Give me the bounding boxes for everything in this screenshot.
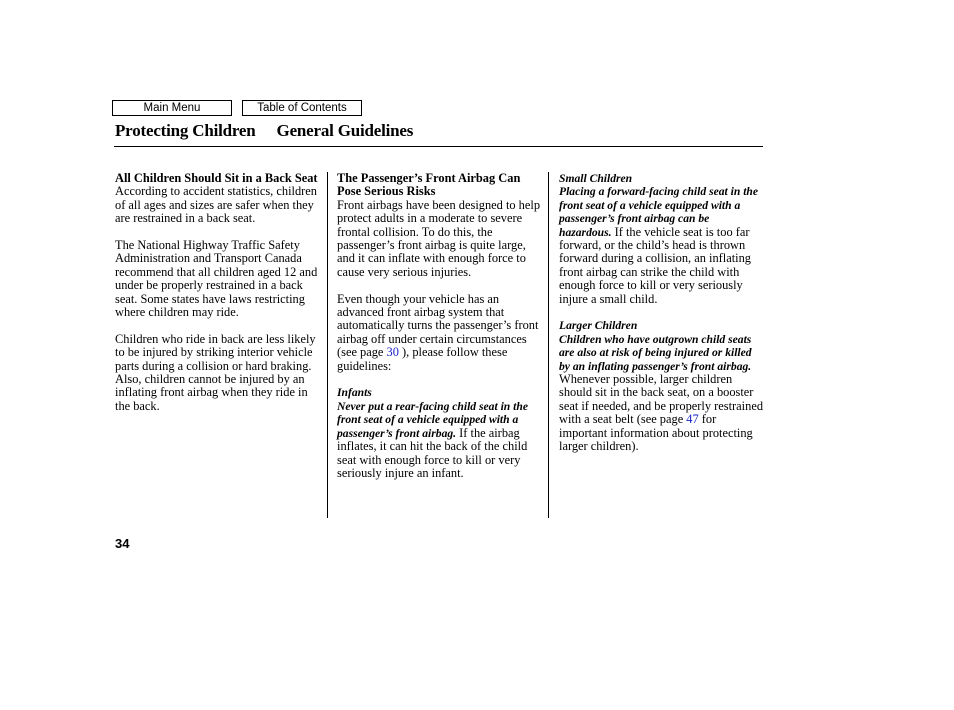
infants-section: Infants Never put a rear-facing child seat in the front seat of a vehicle equipped with a passenger’s front airbag. If the airbag inflates, it can hit the back of the child seat with enough force to kill or very seriously injure an infant. — [337, 386, 543, 480]
paragraph: Front airbags have been designed to help protect adults in a moderate to severe frontal collision. To do this, the passenger’s front airbag is quite large, and it can inflate with enough force to cause very serious injuries. — [337, 197, 541, 279]
larger-children-section: Larger Children Children who have outgrown child seats are also at risk of being injured or killed by an inflating passenger’s front airbag. Whenever possible, larger children should sit in the back seat, on a booster seat if needed, and be properly restrained with a seat belt (see page 47 for important information about protecting larger children). — [559, 319, 764, 454]
column-divider — [327, 172, 328, 518]
page-title — [115, 121, 413, 141]
column-2 — [337, 172, 543, 494]
paragraph: Even though your vehicle has an advanced front airbag system that automatically turns the passenger’s front airbag off under certain circumstances (see page 30 ), please follow these guidelines: — [337, 291, 539, 373]
section-title: Protecting Children — [115, 121, 256, 140]
larger-children-heading: Larger Children — [559, 319, 638, 333]
main-menu-button[interactable]: Main Menu — [112, 100, 232, 116]
small-children-warning: Placing a forward-facing child seat in the front seat of a vehicle equipped with a passenger’s front airbag can be hazardous. — [559, 185, 759, 239]
page-47-link[interactable]: 47 — [686, 412, 699, 427]
small-children-section: Small Children Placing a forward-facing child seat in the front seat of a vehicle equipped with a passenger’s front airbag can be hazardous. If the vehicle seat is too far forward, or the child’s head is thrown forward during a collision, an inflating front airbag can strike the child with enough force to kill or very seriously injure a small child. — [559, 172, 763, 306]
back-seat-heading: All Children Should Sit in a Back Seat — [115, 171, 318, 185]
column-3 — [559, 172, 763, 467]
airbag-risk-heading: The Passenger’s Front Airbag Can Pose Serious Risks — [337, 171, 521, 199]
infants-heading: Infants — [337, 386, 372, 400]
infants-warning: Never put a rear-facing child seat in the front seat of a vehicle equipped with a passenger’s front airbag. — [337, 399, 528, 440]
paragraph: The National Highway Traffic Safety Administration and Transport Canada recommend that all children aged 12 and under be properly restrained in a back seat. Some states have laws restricting where children may ride. — [115, 238, 318, 320]
subsection-title: General Guidelines — [276, 121, 414, 140]
column-divider — [548, 172, 549, 518]
page-30-link[interactable]: 30 — [386, 345, 399, 360]
page-number: 34 — [115, 536, 130, 551]
larger-children-warning: Children who have outgrown child seats are also at risk of being injured or killed by an inflating passenger’s front airbag. — [559, 332, 752, 373]
column-1 — [115, 172, 319, 427]
paragraph: Children who ride in back are less likely to be injured by striking interior vehicle parts during a collision or hard braking. Also, children cannot be injured by an inflating front airbag when they ride in the back. — [115, 331, 316, 413]
header-rule — [114, 146, 763, 147]
paragraph: According to accident statistics, children of all ages and sizes are safer when they are restrained in a back seat. — [115, 184, 317, 226]
table-of-contents-button[interactable]: Table of Contents — [242, 100, 362, 116]
small-children-heading: Small Children — [559, 172, 633, 185]
